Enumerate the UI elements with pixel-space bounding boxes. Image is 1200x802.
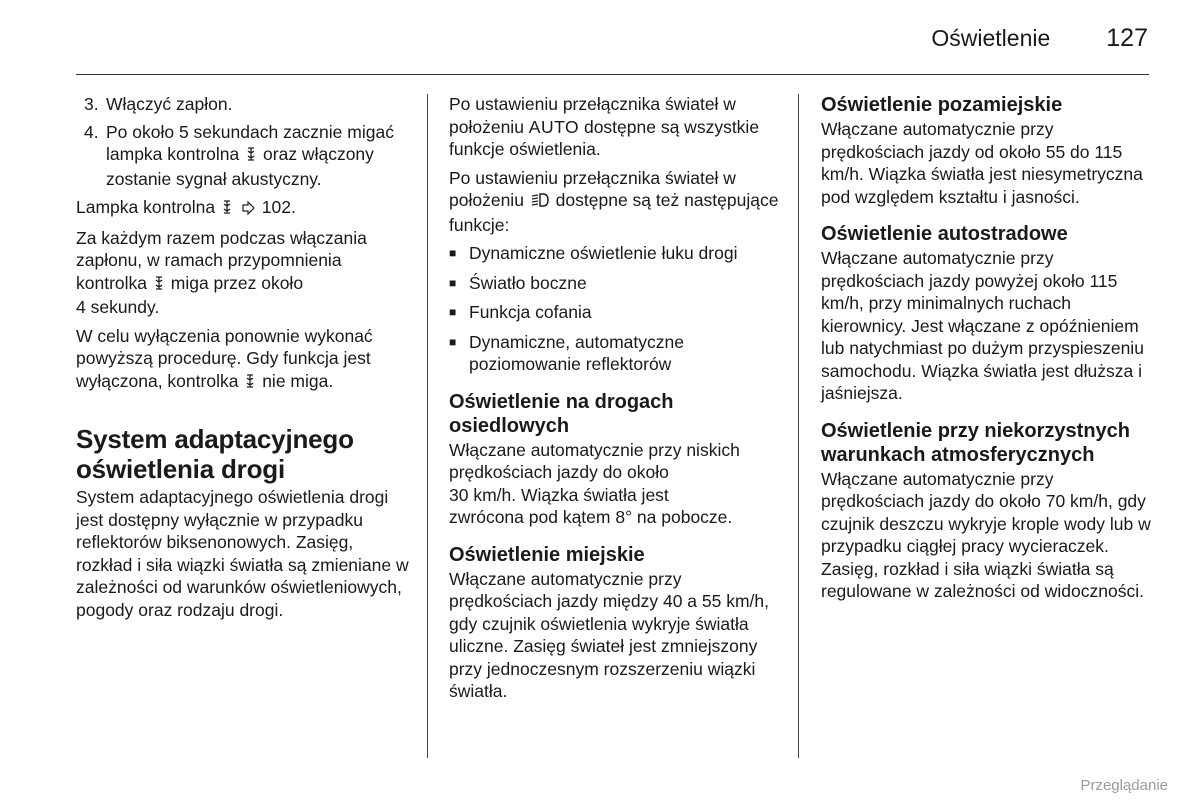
subsection-heading: Oświetlenie miejskie	[449, 543, 645, 566]
list-item: ■ Dynamiczne oświetlenie łuku drogi	[449, 243, 738, 263]
afl-indicator-icon	[245, 372, 255, 395]
section-title: Oświetlenie	[931, 25, 1051, 51]
page-header	[931, 24, 1148, 58]
subsection-heading: Oświetlenie autostradowe	[821, 223, 1068, 245]
section-heading: System adaptacyjnego oświetlenia drogi	[76, 424, 354, 484]
paragraph: Po ustawieniu przełącznika świateł w położeniu dostępne są też następujące funkcje:	[449, 167, 779, 235]
column-3	[821, 93, 1156, 609]
paragraph: Włączane automatycznie przy niskich prędkościach jazdy do około 30 km/h. Wiązka światła jest zwrócona pod kątem 8° na pobocze.	[449, 439, 740, 527]
function-list	[449, 242, 784, 376]
column-divider-2	[798, 94, 799, 758]
arrow-reference-icon	[241, 198, 255, 221]
paragraph: Za każdym razem podczas włączania zapłonu, w ramach przypomnienia kontrolka miga przez około 4 sekundy.	[76, 227, 367, 317]
steps-list	[76, 93, 411, 190]
afl-indicator-icon	[222, 198, 232, 221]
subsection-heading: Oświetlenie przy niekorzystnych warunkach atmosferycznych	[821, 419, 1130, 466]
paragraph: Włączane automatycznie przy prędkościach jazdy powyżej około 115 km/h, przy minimalnych ruchach kierownicy. Jest włączane z opóźnieniem lub natychmiast po dużym przyspieszeniu samochodu. Wiązka światła jest dłuższa i jaśniejsza.	[821, 248, 1144, 403]
list-item: ■ Światło boczne	[449, 272, 587, 293]
paragraph: Włączane automatycznie przy prędkościach jazdy do około 70 km/h, gdy czujnik deszczu wykryje krople wody lub w przypadku ciągłej pracy wycieraczek. Zasięg, rozkład i siła wiązki światła są regulowane w zależności od widoczności.	[821, 468, 1151, 601]
column-1	[76, 93, 411, 627]
paragraph: W celu wyłączenia ponownie wykonać powyższą procedurę. Gdy funkcja jest wyłączona, kontrolka nie miga.	[76, 325, 411, 395]
footer-watermark: Przeglądanie	[1080, 777, 1168, 794]
paragraph: Lampka kontrolna 102.	[76, 196, 411, 221]
paragraph: System adaptacyjnego oświetlenia drogi jest dostępny wyłącznie w przypadku reflektorów biksenonowych. Zasięg, rozkład i siła wiązki światła są zmieniane w zależności od warunków oświetleniowych, pogody oraz rodzaju drogi.	[76, 487, 409, 620]
subsection-heading: Oświetlenie na drogach osiedlowych	[449, 390, 674, 437]
list-item: ■ Funkcja cofania	[449, 302, 592, 322]
afl-indicator-icon	[154, 274, 164, 297]
list-item: 3. Włączyć zapłon.	[84, 94, 233, 114]
afl-indicator-icon	[246, 145, 256, 168]
subsection-heading: Oświetlenie pozamiejskie	[821, 94, 1063, 116]
paragraph: Włączane automatycznie przy prędkościach jazdy od około 55 do 115 km/h. Wiązka światła jest niesymetryczna pod względem kształtu i jasności.	[821, 119, 1143, 207]
low-beam-headlamp-icon	[531, 191, 549, 214]
paragraph: Po ustawieniu przełącznika świateł w położeniu AUTO dostępne są wszystkie funkcje oświetlenia.	[449, 94, 760, 159]
page-number: 127	[1106, 24, 1148, 52]
list-item: ■ Dynamiczne, automatyczne poziomowanie reflektorów	[449, 331, 684, 374]
paragraph: Włączane automatycznie przy prędkościach jazdy między 40 a 55 km/h, gdy czujnik oświetlenia wykryje światła uliczne. Zasięg świateł jest zmniejszony przy jednoczesnym rozszerzeniu wiązki światła.	[449, 568, 770, 701]
header-divider	[76, 74, 1149, 75]
column-2	[449, 93, 784, 709]
column-divider-1	[427, 94, 428, 758]
list-item: 4. Po około 5 sekundach zacznie migać lampka kontrolna oraz włączony zostanie sygnał akustyczny.	[84, 121, 394, 189]
auto-position-label: AUTO	[528, 116, 580, 137]
